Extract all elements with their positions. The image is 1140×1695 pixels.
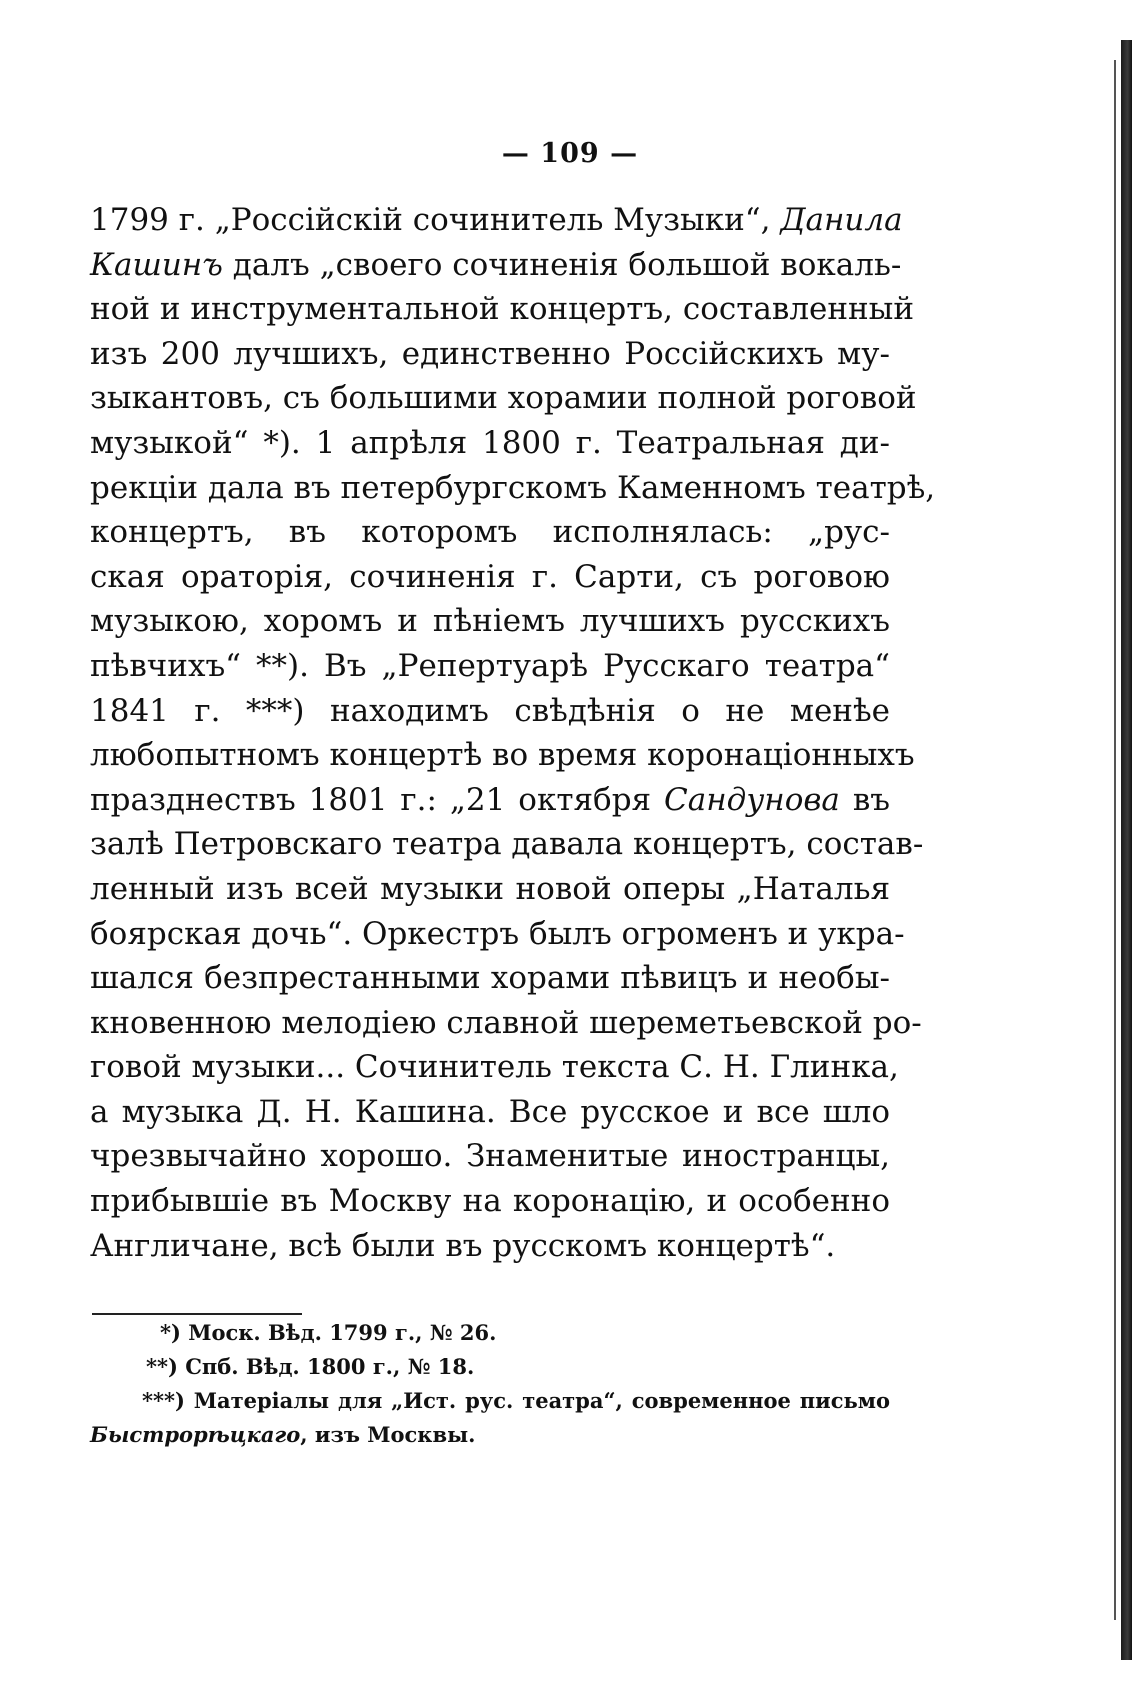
text-segment: а музыка Д. Н. Кашина. Все русское и все шло [90, 1093, 890, 1130]
text-segment: , изъ Москвы. [300, 1422, 476, 1447]
italic-text: Кашинъ [90, 246, 223, 283]
text-segment: изъ 200 лучшихъ, единственно Россійскихъ му- [90, 335, 890, 372]
text-line [90, 822, 924, 867]
footnote [90, 1316, 890, 1350]
text-line [90, 599, 890, 644]
italic-text: Данила [780, 202, 903, 238]
text-segment: музыкою, хоромъ и пѣніемъ лучшихъ русскихъ [90, 603, 890, 640]
text-line [90, 287, 915, 332]
italic-text: Сандунова [664, 781, 840, 818]
text-line [90, 1224, 890, 1269]
text-segment: 1841 г. ***) находимъ свѣдѣнія о не менѣе [90, 692, 890, 729]
body-text [90, 198, 936, 1268]
text-line [90, 644, 890, 689]
text-segment: музыкой“ *). 1 апрѣля 1800 г. Театральная ди- [90, 424, 890, 461]
italic-text: Быстрорѣцкаго [90, 1422, 301, 1447]
text-line [90, 421, 890, 466]
text-line [90, 867, 890, 912]
binding-edge-bar [1121, 40, 1132, 1660]
text-line [90, 1179, 890, 1224]
text-segment: чрезвычайно хорошо. Знаменитые иностранцы, [90, 1138, 890, 1175]
footnote [90, 1350, 890, 1384]
text-segment: боярская дочь“. Оркестръ былъ огроменъ и укра- [90, 915, 905, 952]
text-line [90, 332, 890, 377]
text-segment: говой музыки... Сочинитель текста С. Н. Глинка, [90, 1049, 899, 1086]
text-segment: шался безпрестанными хорами пѣвицъ и необы- [90, 960, 890, 997]
text-segment: любопытномъ концертѣ во время коронаціонныхъ [90, 737, 915, 774]
footnote [90, 1418, 890, 1452]
page-number: — 109 — [501, 138, 639, 169]
text-segment: прибывшіе въ Москву на коронацію, и особенно [90, 1183, 890, 1220]
text-line [90, 689, 890, 734]
text-line [90, 1090, 890, 1135]
text-segment: залѣ Петровскаго театра давала концертъ, состав- [90, 826, 924, 863]
text-segment: далъ „своего сочиненія большой вокаль- [222, 246, 902, 283]
text-line [90, 1045, 899, 1090]
text-line [90, 376, 917, 421]
text-segment: 1799 г. „Россійскій сочинитель Музыки“, [90, 202, 781, 238]
text-segment: ская ораторія, сочиненія г. Сарти, съ роговою [90, 558, 890, 595]
text-line [90, 1001, 922, 1046]
text-segment: въ [839, 781, 891, 818]
text-segment: *) Моск. Вѣд. 1799 г., № 26. [160, 1320, 497, 1345]
text-segment: рекціи дала въ петербургскомъ Каменномъ театрѣ, [90, 469, 936, 506]
text-line [90, 778, 890, 823]
text-line [90, 956, 890, 1001]
text-line [90, 912, 905, 957]
text-segment: Англичане, всѣ были въ русскомъ концертѣ“. [90, 1227, 836, 1264]
text-segment: ***) Матеріалы для „Ист. рус. театра“, современное письмо [142, 1388, 890, 1413]
text-line [90, 555, 890, 600]
footnote [90, 1384, 890, 1418]
text-segment: ной и инструментальной концертъ, составленный [90, 291, 915, 328]
binding-edge-line [1114, 60, 1116, 1620]
footnotes [90, 1316, 890, 1452]
text-segment: ленный изъ всей музыки новой оперы „Наталья [90, 870, 890, 907]
text-line [90, 733, 915, 778]
text-line [90, 466, 936, 511]
text-segment: пѣвчихъ“ **). Въ „Репертуарѣ Русскаго театра“ [90, 647, 890, 684]
text-line [90, 510, 890, 555]
text-segment: зыкантовъ, съ большими хорамии полной роговой [90, 380, 917, 417]
text-segment: **) Спб. Вѣд. 1800 г., № 18. [146, 1354, 475, 1379]
text-segment: кновенною мелодіею славной шереметьевской ро- [90, 1004, 922, 1041]
text-line [90, 1134, 890, 1179]
footnote-rule [92, 1313, 302, 1315]
text-segment: празднествъ 1801 г.: „21 октября [90, 781, 665, 818]
text-segment: концертъ, въ которомъ исполнялась: „рус- [90, 514, 890, 551]
text-line [90, 198, 903, 243]
text-line [90, 243, 902, 288]
